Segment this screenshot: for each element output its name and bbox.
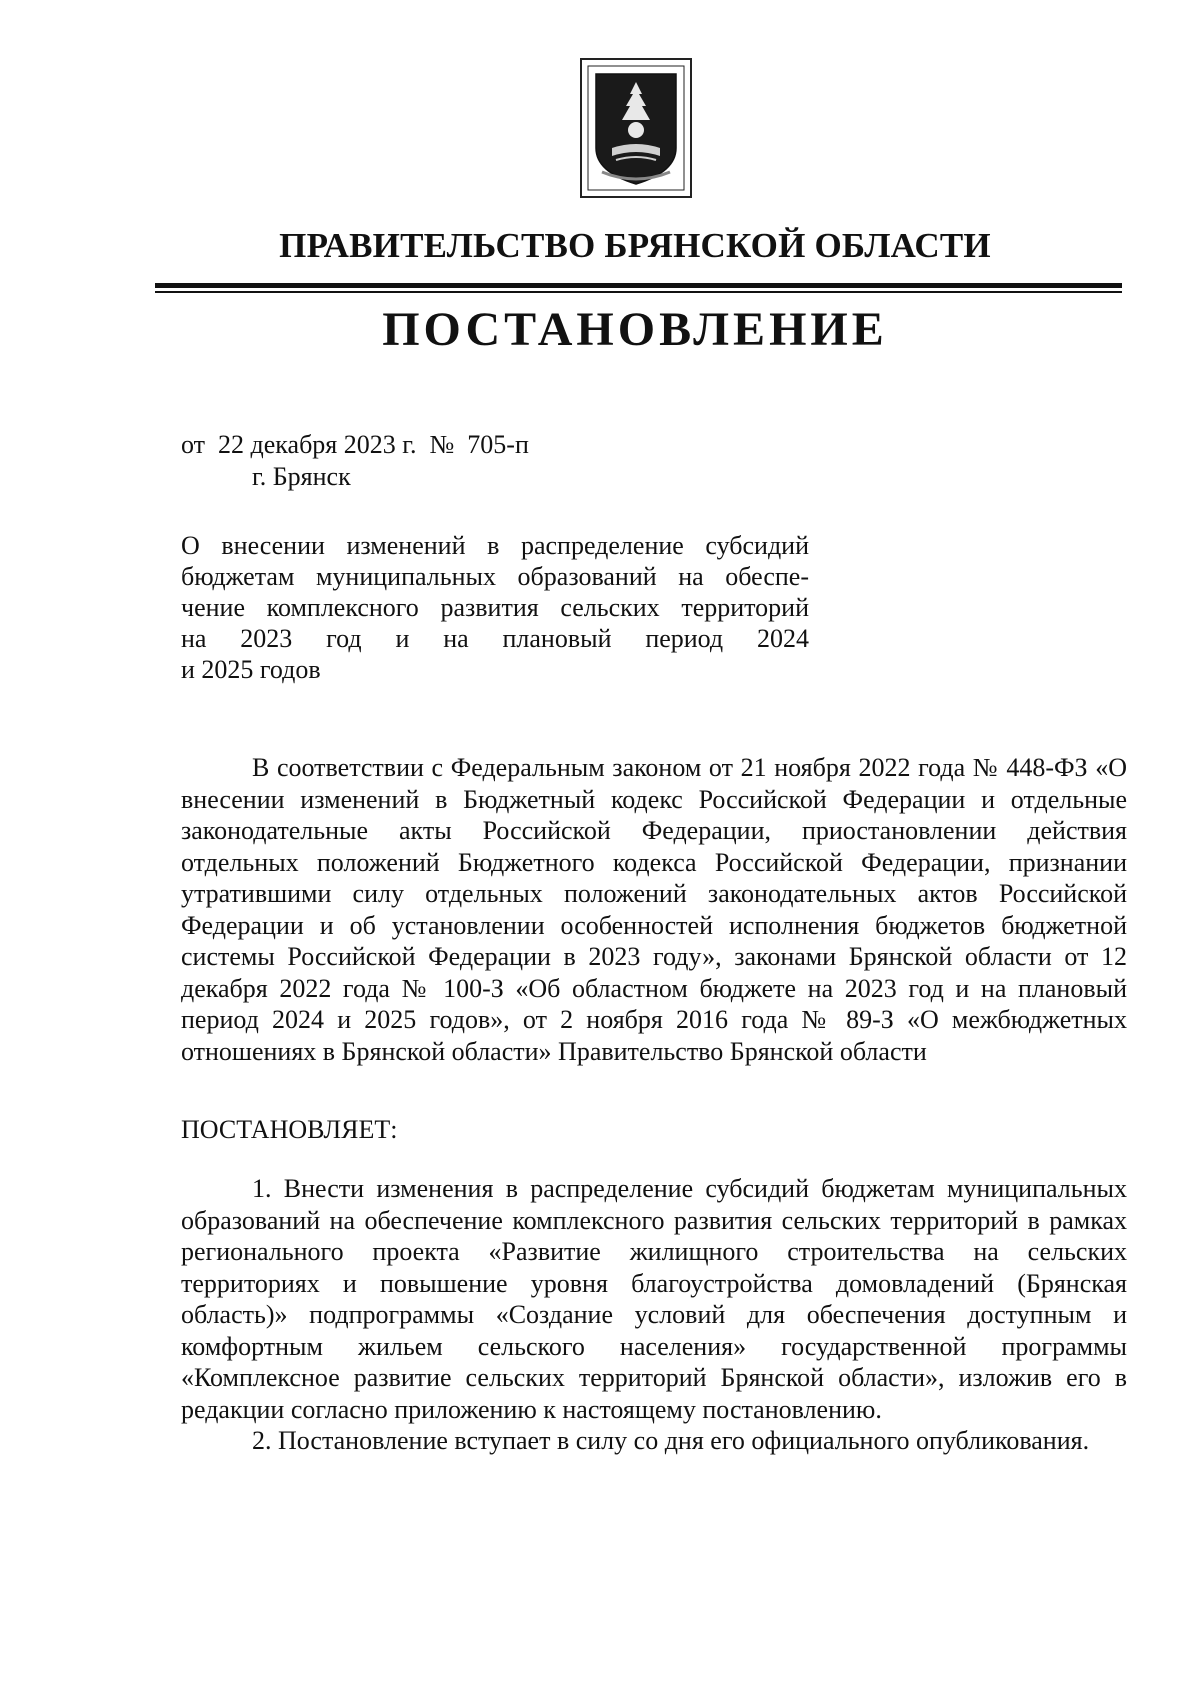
organization-title: ПРАВИТЕЛЬСТВО БРЯНСКОЙ ОБЛАСТИ xyxy=(279,226,991,265)
subject-line: и 2025 годов xyxy=(181,655,321,684)
subject-line: бюджетам муниципальных образований на обеспе- xyxy=(181,562,809,591)
bryansk-coat-of-arms-icon xyxy=(580,58,692,198)
document-city: г. Брянск xyxy=(252,462,351,491)
resolution-items xyxy=(181,1173,1127,1457)
preamble-paragraph: В соответствии с Федеральным законом от 21 ноября 2022 года № 448-ФЗ «О внесении изменений в Бюджетный кодекс Российской Федерации и отдельные законодательные акты Российской Федерации, приостановлении действия отдельных положений Бюджетного кодекса Российской Федерации, признании утратившими силу отдельных положений законодательных актов Российской Федерации и об установлении особенностей исполнения бюджетов бюджетной системы Российской Федерации в 2023 году», законами Брянской области от 12 декабря 2022 года № 100-З «Об областном бюджете на 2023 год и на плановый период 2024 и 2025 годов», от 2 ноября 2016 года № 89-З «О межбюджетных отношениях в Брянской области» Правительство Брянской области xyxy=(181,753,1127,1066)
document-subject xyxy=(181,530,809,685)
preamble-paragraph-block xyxy=(181,752,1127,1067)
resolves-heading: ПОСТАНОВЛЯЕТ: xyxy=(181,1115,398,1144)
subject-line: О внесении изменений в распределение субсидий xyxy=(181,531,809,560)
resolution-item-2: 2. Постановление вступает в силу со дня его официального опубликования. xyxy=(252,1426,1090,1455)
header-divider-thin xyxy=(155,291,1122,293)
header-divider-thick xyxy=(155,283,1122,288)
resolution-item-1: 1. Внести изменения в распределение субсидий бюджетам муниципальных образований на обеспечение комплексного развития сельских территорий в рамках регионального проекта «Развитие жилищного строительства на сельских территориях и повышение уровня благоустройства домовладений (Брянская область)» подпрограммы «Создание условий для обеспечения доступным и комфортным жильем сельского населения» государственной программы «Комплексное развитие сельских территорий Брянской области», изложив его в редакции согласно приложению к настоящему постановлению. xyxy=(181,1174,1127,1424)
subject-line: чение комплексного развития сельских территорий xyxy=(181,593,809,622)
document-type-title: ПОСТАНОВЛЕНИЕ xyxy=(382,303,888,356)
document-date-number: от 22 декабря 2023 г. № 705-п xyxy=(181,430,529,459)
subject-line: на 2023 год и на плановый период 2024 xyxy=(181,624,809,653)
